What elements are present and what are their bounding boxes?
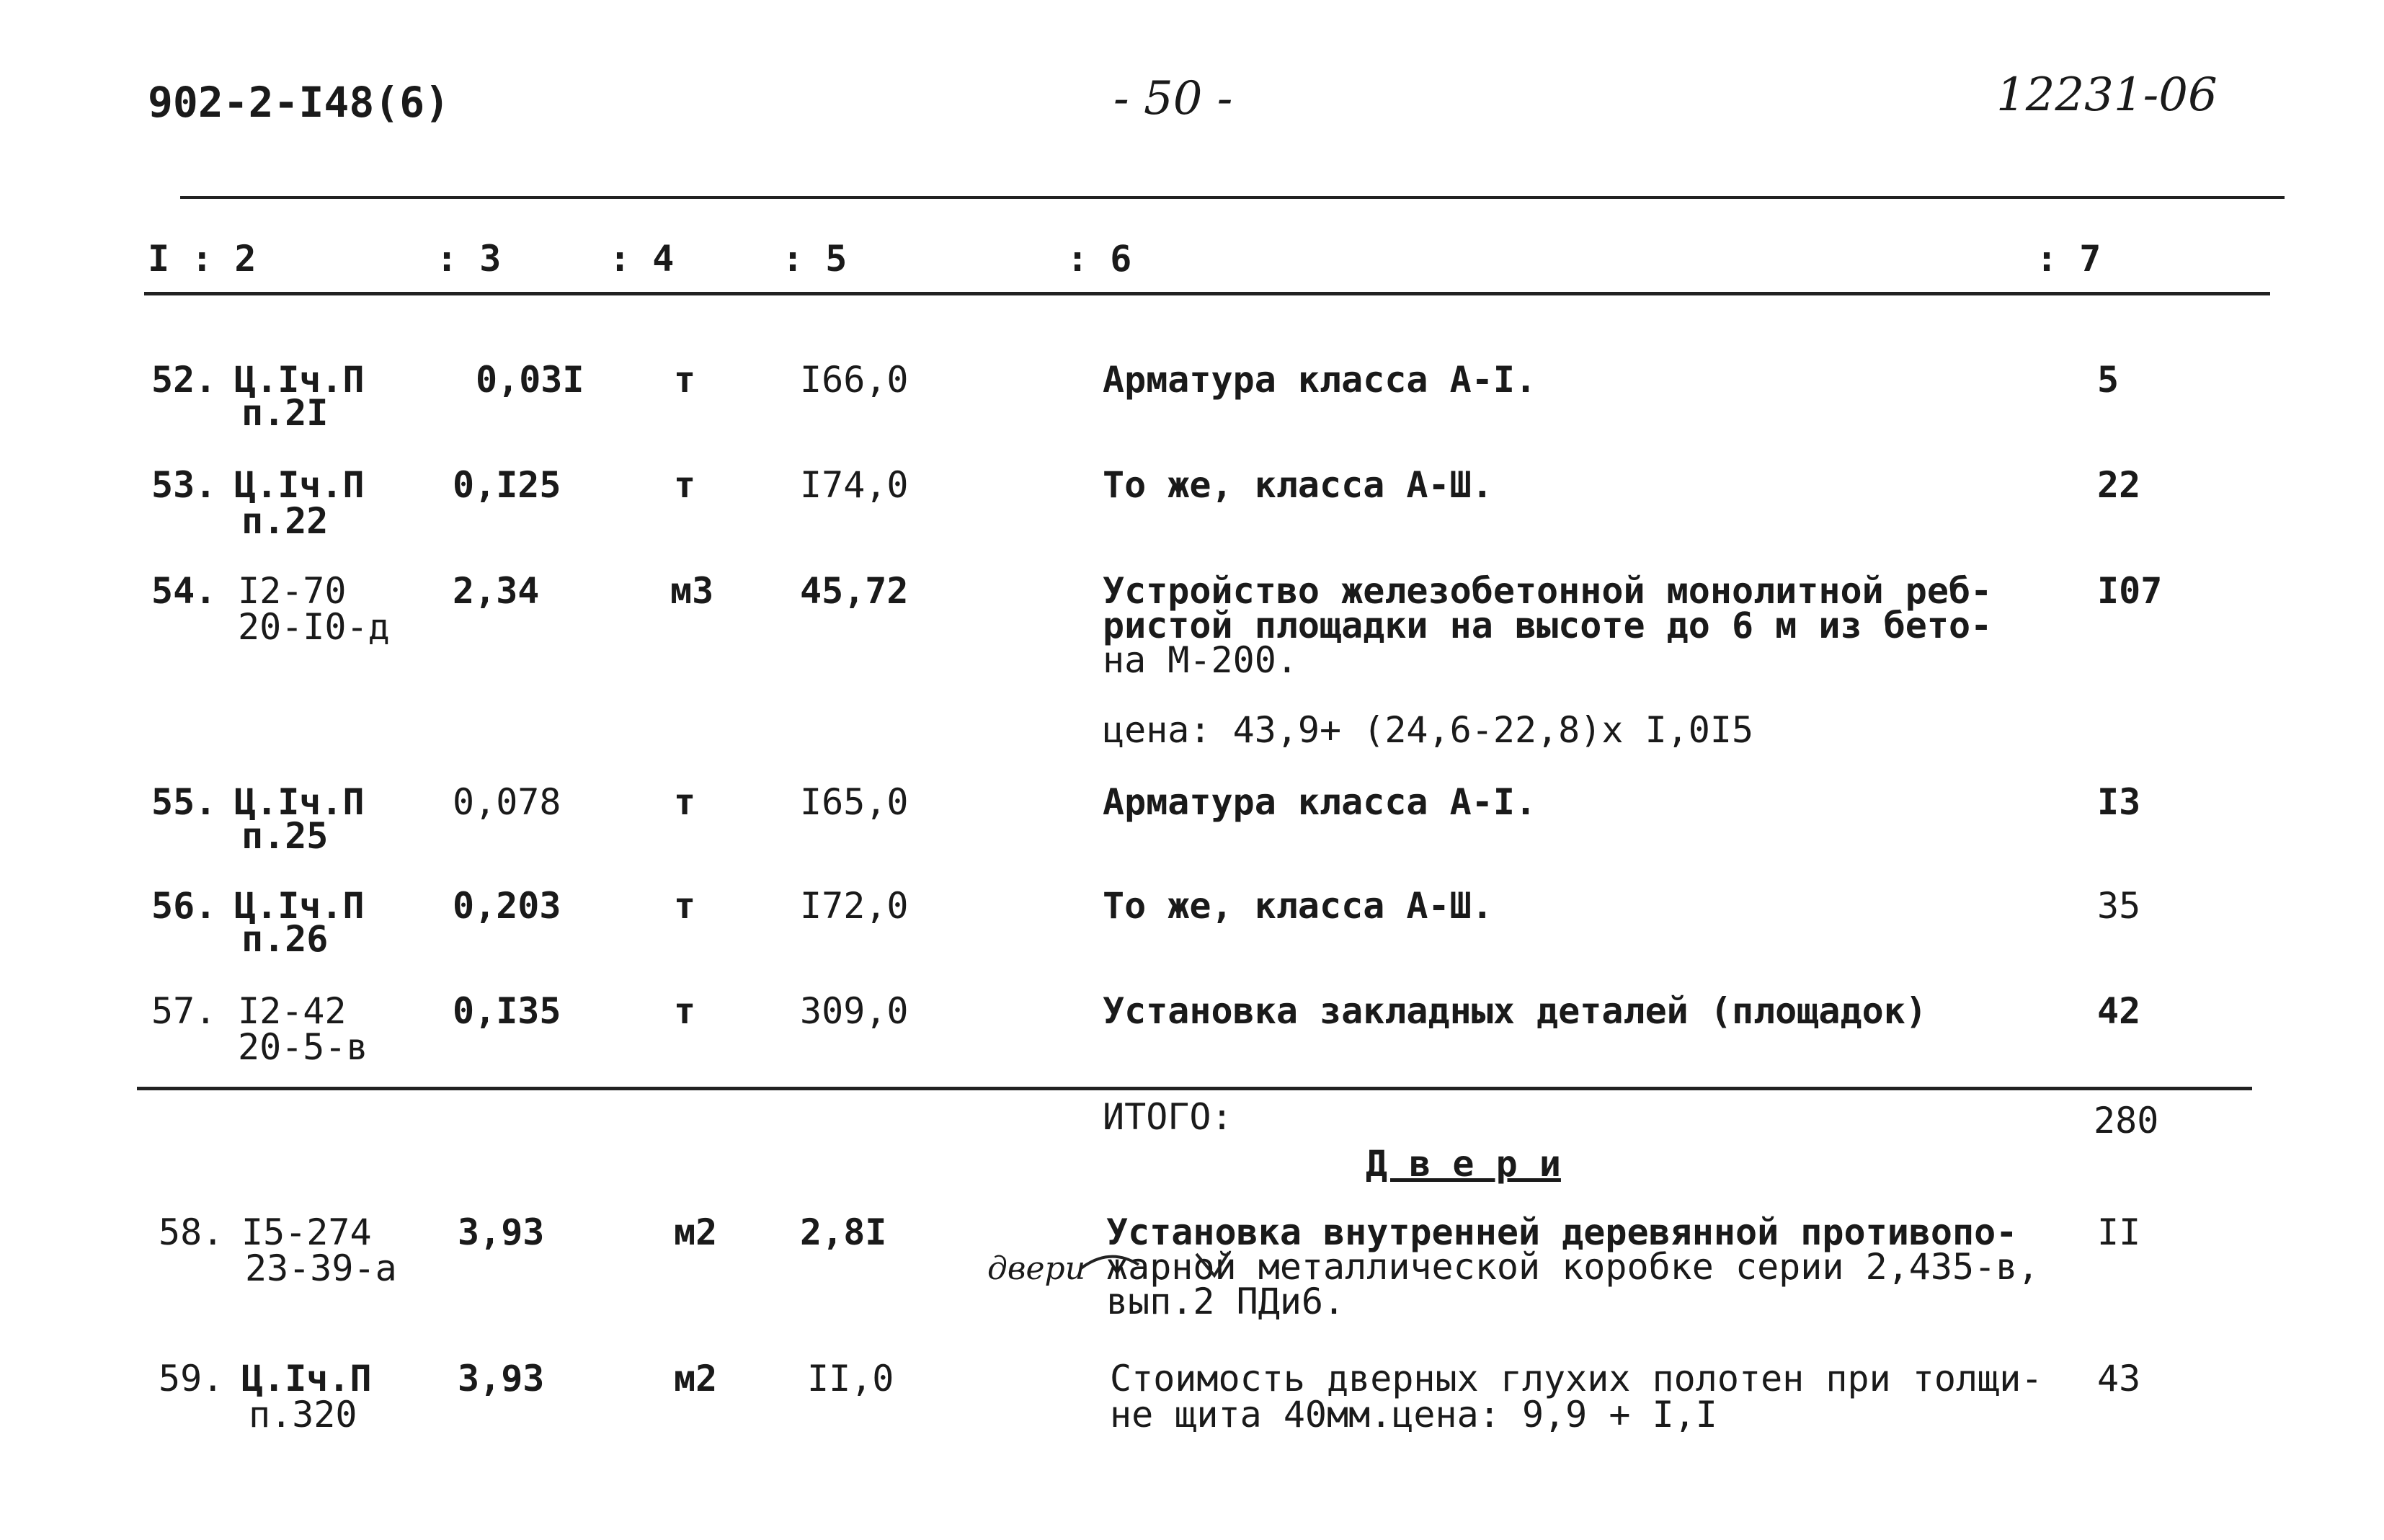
description-line: вып.2 ПДи6. xyxy=(1106,1281,1346,1322)
quantity: 2,34 xyxy=(453,570,540,612)
norm-code: I2-70 xyxy=(238,570,347,612)
description-line: Арматура класса А-I. xyxy=(1103,359,1537,401)
row-total: 22 xyxy=(2097,464,2141,506)
row-number: 57. xyxy=(151,990,217,1032)
description-line: То же, класса А-Ш. xyxy=(1103,464,1493,506)
quantity: 0,I35 xyxy=(453,990,561,1032)
quantity: 3,93 xyxy=(458,1211,545,1253)
margin-note: двери xyxy=(987,1250,1086,1287)
norm-code-sub: 20-5-в xyxy=(238,1026,368,1068)
column-header-7: : 7 xyxy=(2036,238,2101,280)
row-total: I07 xyxy=(2097,570,2163,612)
unit: т xyxy=(674,990,696,1032)
description-line: Установка внутренней деревянной противопо- xyxy=(1106,1211,2018,1253)
norm-code-sub: 23-39-а xyxy=(245,1247,397,1289)
unit: м2 xyxy=(674,1211,718,1253)
header-rule xyxy=(144,292,2270,295)
norm-code: Ц.Iч.П xyxy=(234,781,365,823)
norm-code: Ц.Iч.П xyxy=(234,359,365,401)
price-note: цена: 43,9+ (24,6-22,8)х I,0I5 xyxy=(1103,709,1754,751)
total-rule xyxy=(137,1087,2252,1090)
row-number: 53. xyxy=(151,464,217,506)
unit: т xyxy=(674,781,696,823)
description-line: жарной металлической коробке серии 2,435-в, xyxy=(1106,1246,2040,1288)
quantity: 3,93 xyxy=(458,1358,545,1399)
row-total: II xyxy=(2097,1211,2141,1253)
unit: т xyxy=(674,359,696,401)
unit-price: I65,0 xyxy=(800,781,909,823)
norm-code-sub: п.26 xyxy=(241,918,329,960)
unit-price: 45,72 xyxy=(800,570,909,612)
norm-code-sub: п.25 xyxy=(241,815,329,857)
unit-price: II,0 xyxy=(807,1358,894,1399)
unit-price: I72,0 xyxy=(800,885,909,927)
column-header-6: : 6 xyxy=(1067,238,1132,280)
total-label: ИТОГО: xyxy=(1103,1096,1233,1138)
description-line: Установка закладных деталей (площадок) xyxy=(1103,990,1927,1032)
column-header-3: : 3 xyxy=(436,238,502,280)
quantity: 0,03I xyxy=(476,359,584,401)
quantity: 0,078 xyxy=(453,781,561,823)
description-line: То же, класса А-Ш. xyxy=(1103,885,1493,927)
unit-price: I74,0 xyxy=(800,464,909,506)
unit-price: 309,0 xyxy=(800,990,909,1032)
insertion-mark-icon xyxy=(1081,1239,1268,1283)
document-number: 902-2-I48(6) xyxy=(148,78,450,127)
row-total: 35 xyxy=(2097,885,2141,927)
norm-code-sub: п.320 xyxy=(249,1394,357,1436)
quantity: 0,203 xyxy=(453,885,561,927)
row-number: 55. xyxy=(151,781,217,823)
norm-code: I5-274 xyxy=(241,1211,372,1253)
norm-code-sub: п.2I xyxy=(241,392,329,434)
description-line: Стоимость дверных глухих полотен при толщи- xyxy=(1110,1358,2043,1399)
total-value: 280 xyxy=(2094,1100,2159,1141)
unit: т xyxy=(674,464,696,506)
unit-price: 2,8I xyxy=(800,1211,887,1253)
top-rule xyxy=(180,196,2285,199)
unit: м2 xyxy=(674,1358,718,1399)
row-total: I3 xyxy=(2097,781,2141,823)
unit-price: I66,0 xyxy=(800,359,909,401)
description-line: не щита 40мм.цена: 9,9 + I,I xyxy=(1110,1394,1717,1436)
row-total: 5 xyxy=(2097,359,2120,401)
section-title: Д в е р и xyxy=(1366,1143,1561,1185)
column-header-5: : 5 xyxy=(782,238,848,280)
norm-code: Ц.Iч.П xyxy=(234,885,365,927)
row-number: 59. xyxy=(159,1358,224,1399)
description-line: Арматура класса А-I. xyxy=(1103,781,1537,823)
norm-code: Ц.Iч.П xyxy=(234,464,365,506)
row-number: 56. xyxy=(151,885,217,927)
archive-number: 12231-06 xyxy=(1996,68,2218,122)
description-line: Устройство железобетонной монолитной реб- xyxy=(1103,570,1993,612)
norm-code: Ц.Iч.П xyxy=(241,1358,372,1399)
norm-code-sub: 20-I0-д xyxy=(238,606,390,648)
row-total: 43 xyxy=(2097,1358,2141,1399)
row-number: 54. xyxy=(151,570,217,612)
unit: т xyxy=(674,885,696,927)
norm-code-sub: п.22 xyxy=(241,500,329,542)
column-header-4: : 4 xyxy=(609,238,675,280)
page-number: - 50 - xyxy=(1113,72,1233,125)
norm-code: I2-42 xyxy=(238,990,347,1032)
description-line: на М-200. xyxy=(1103,639,1298,681)
column-header-1-2: I : 2 xyxy=(148,238,257,280)
row-number: 52. xyxy=(151,359,217,401)
quantity: 0,I25 xyxy=(453,464,561,506)
row-number: 58. xyxy=(159,1211,224,1253)
unit: м3 xyxy=(670,570,714,612)
row-total: 42 xyxy=(2097,990,2141,1032)
description-line: ристой площадки на высоте до 6 м из бето- xyxy=(1103,605,1993,646)
